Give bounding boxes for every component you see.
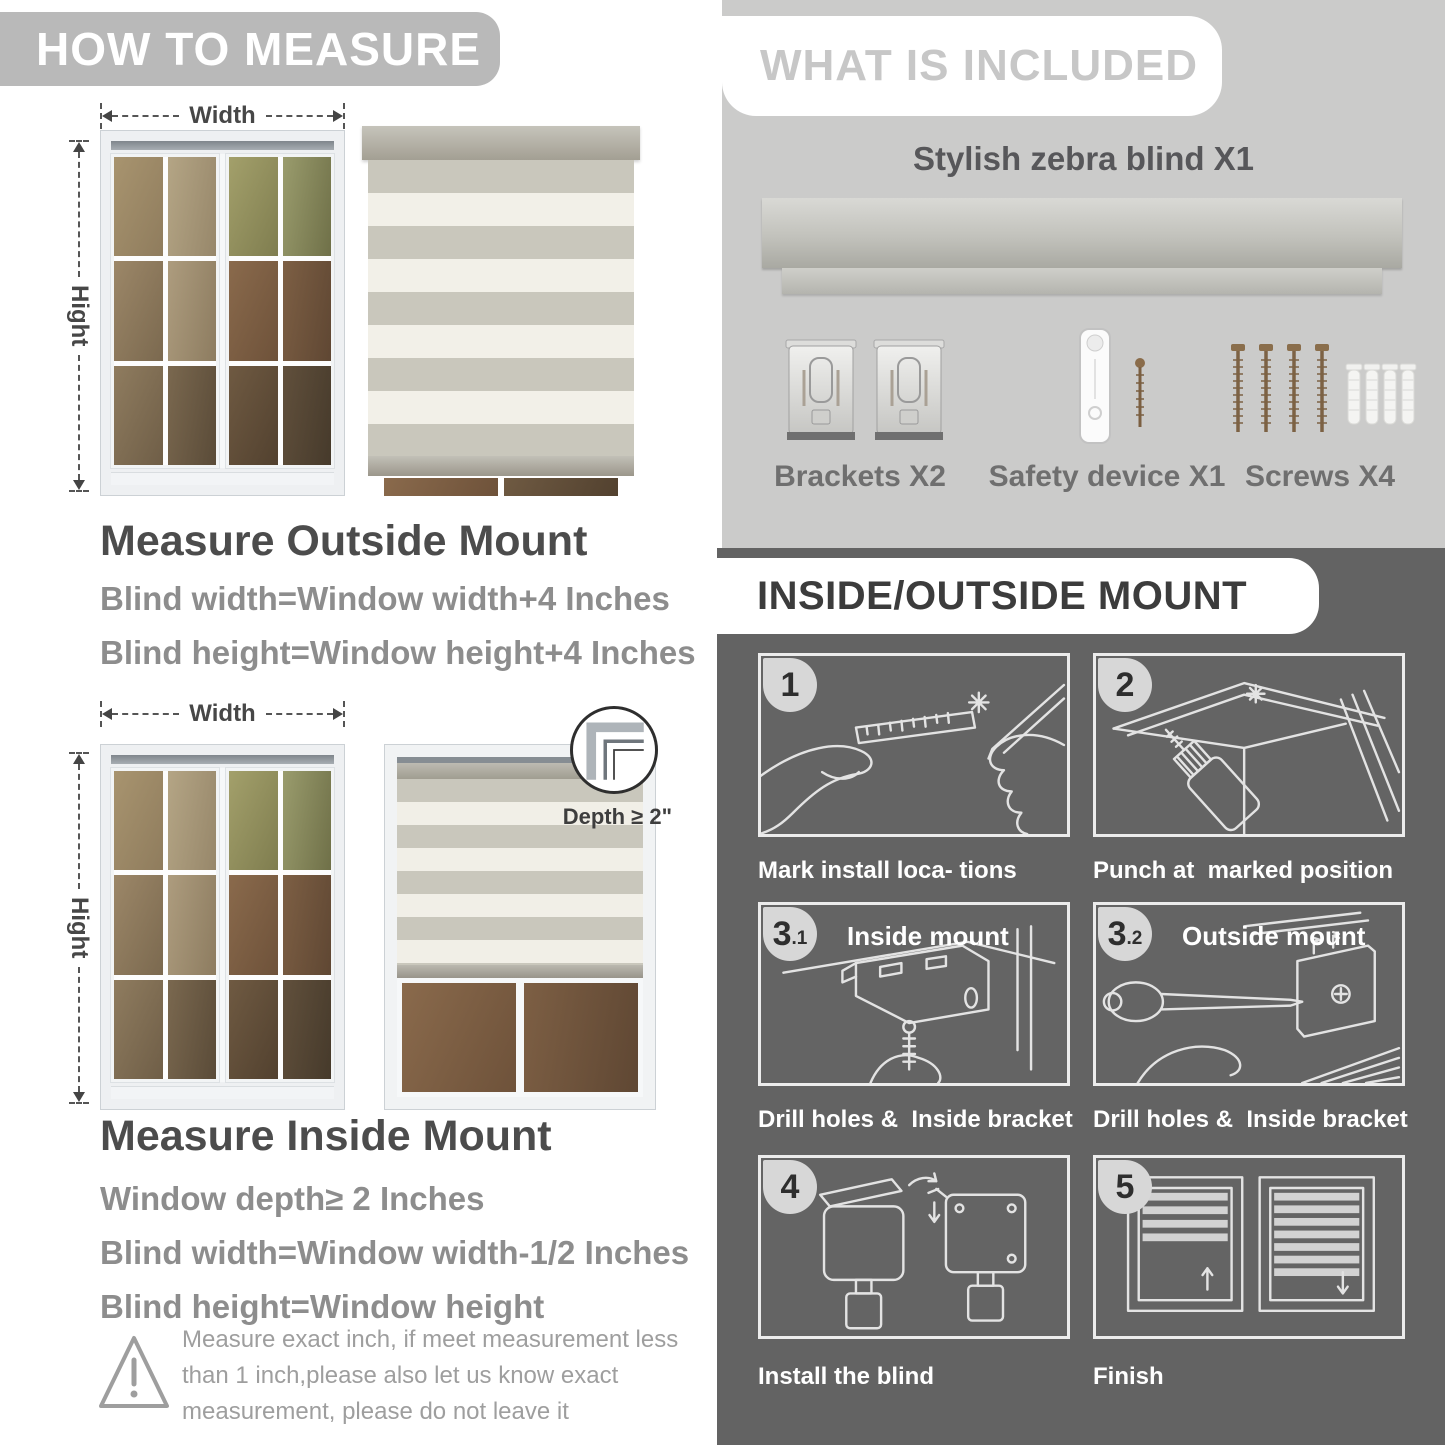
blind-cassette bbox=[362, 126, 640, 160]
screws-icon bbox=[1220, 340, 1420, 450]
outside-mount-line2: Blind height=Window height+4 Inches bbox=[100, 634, 696, 671]
height-arrow bbox=[66, 140, 92, 492]
step-panel-3-1 bbox=[758, 902, 1070, 1086]
what-is-included-header: WHAT IS INCLUDED bbox=[722, 16, 1222, 116]
dashed-line bbox=[78, 355, 80, 480]
inside-mount-blind-window bbox=[384, 744, 656, 1110]
window-sash-right bbox=[226, 154, 334, 468]
step-badge: 4 bbox=[763, 1160, 817, 1214]
warning-text bbox=[182, 1322, 678, 1430]
step-caption: Mark install loca- tions bbox=[758, 857, 1017, 884]
step-panel-3-2 bbox=[1093, 902, 1405, 1086]
window-sash-left bbox=[111, 768, 219, 1082]
width-arrow bbox=[100, 701, 345, 727]
window-sash-left bbox=[111, 154, 219, 468]
step-badge: 5 bbox=[1098, 1160, 1152, 1214]
outside-mount-line1: Blind width=Window width+4 Inches bbox=[100, 580, 670, 617]
window-sash-right bbox=[226, 768, 334, 1082]
step-panel-5 bbox=[1093, 1155, 1405, 1339]
step-badge: 2 bbox=[1098, 658, 1152, 712]
brackets-icon bbox=[780, 332, 950, 452]
arrowhead-left-icon bbox=[102, 110, 112, 122]
window-top-rail bbox=[111, 141, 334, 150]
zebra-blind-graphic bbox=[362, 126, 640, 500]
inside-mount-line3: Blind height=Window height bbox=[100, 1288, 545, 1325]
inside-mount-label: Inside mount bbox=[847, 921, 1009, 951]
window-panes bbox=[111, 154, 334, 468]
inside-mount-heading: Measure Inside Mount bbox=[100, 1112, 552, 1160]
arrowhead-up-icon bbox=[73, 754, 85, 764]
height-label: Hight bbox=[66, 285, 93, 347]
width-arrow bbox=[100, 103, 345, 129]
width-label: Width bbox=[189, 700, 256, 727]
blind-bottom-rail bbox=[397, 965, 643, 978]
arrowhead-up-icon bbox=[73, 142, 85, 152]
arrow-tick bbox=[69, 490, 89, 492]
blind-headrail-graphic bbox=[762, 198, 1402, 268]
outside-mount-heading: Measure Outside Mount bbox=[100, 517, 588, 565]
inside-outside-mount-header: INSIDE/OUTSIDE MOUNT bbox=[717, 558, 1319, 634]
dashed-line bbox=[112, 115, 179, 117]
included-section bbox=[722, 0, 1445, 548]
window-lower-panes bbox=[397, 978, 643, 1097]
step-panel-1 bbox=[758, 653, 1070, 837]
window-corner-icon bbox=[579, 715, 649, 785]
step-badge: 3 .1 bbox=[763, 907, 817, 961]
step-panel-4 bbox=[758, 1155, 1070, 1339]
blind-headrail-tier bbox=[782, 268, 1382, 294]
dashed-line bbox=[78, 152, 80, 277]
window-photo-outside bbox=[100, 130, 345, 496]
blind-stripes bbox=[368, 160, 634, 456]
warning-line: Measure exact inch, if meet measurement less bbox=[182, 1326, 679, 1353]
step-caption: Install the blind bbox=[758, 1363, 935, 1390]
warning-line: measurement, please do not leave it bbox=[182, 1398, 569, 1425]
step-caption: Finish bbox=[1093, 1363, 1164, 1390]
step-caption: Drill holes & Inside bracket bbox=[1093, 1106, 1408, 1133]
arrowhead-left-icon bbox=[102, 708, 112, 720]
width-label: Width bbox=[189, 102, 256, 129]
blind-bottom-rail bbox=[368, 456, 634, 476]
window-peek bbox=[380, 476, 622, 498]
safety-device-label: Safety device X1 bbox=[988, 460, 1226, 493]
warning-triangle-icon bbox=[96, 1330, 172, 1416]
step-badge: 1 bbox=[763, 658, 817, 712]
screws-label: Screws X4 bbox=[1244, 460, 1396, 493]
product-label: Stylish zebra blind X1 bbox=[912, 140, 1255, 177]
warning-line: than 1 inch,please also let us know exact bbox=[182, 1362, 619, 1389]
brackets-label: Brackets X2 bbox=[774, 460, 946, 493]
mount-section bbox=[717, 548, 1445, 1445]
inside-mount-line2: Blind width=Window width-1/2 Inches bbox=[100, 1234, 690, 1271]
step-caption: Drill holes & Inside bracket bbox=[758, 1106, 1073, 1133]
step-panel-2 bbox=[1093, 653, 1405, 837]
depth-label: Depth ≥ 2" bbox=[562, 804, 672, 829]
step-caption: Punch at marked position bbox=[1093, 857, 1394, 884]
step-badge: 3 .2 bbox=[1098, 907, 1152, 961]
arrow-tick bbox=[343, 103, 345, 129]
height-arrow bbox=[66, 752, 92, 1104]
inside-mount-line1: Window depth≥ 2 Inches bbox=[100, 1180, 485, 1217]
depth-detail-circle bbox=[570, 706, 658, 794]
arrowhead-right-icon bbox=[333, 110, 343, 122]
safety-device-icon bbox=[1052, 325, 1172, 455]
outside-mount-label: Outside mount bbox=[1182, 921, 1366, 951]
arrowhead-right-icon bbox=[333, 708, 343, 720]
dashed-line bbox=[266, 115, 333, 117]
window-photo-inside bbox=[100, 744, 345, 1110]
how-to-measure-header: HOW TO MEASURE bbox=[0, 12, 500, 86]
height-label: Hight bbox=[66, 897, 93, 959]
window-sill bbox=[111, 472, 334, 485]
arrowhead-down-icon bbox=[73, 1092, 85, 1102]
arrowhead-down-icon bbox=[73, 480, 85, 490]
